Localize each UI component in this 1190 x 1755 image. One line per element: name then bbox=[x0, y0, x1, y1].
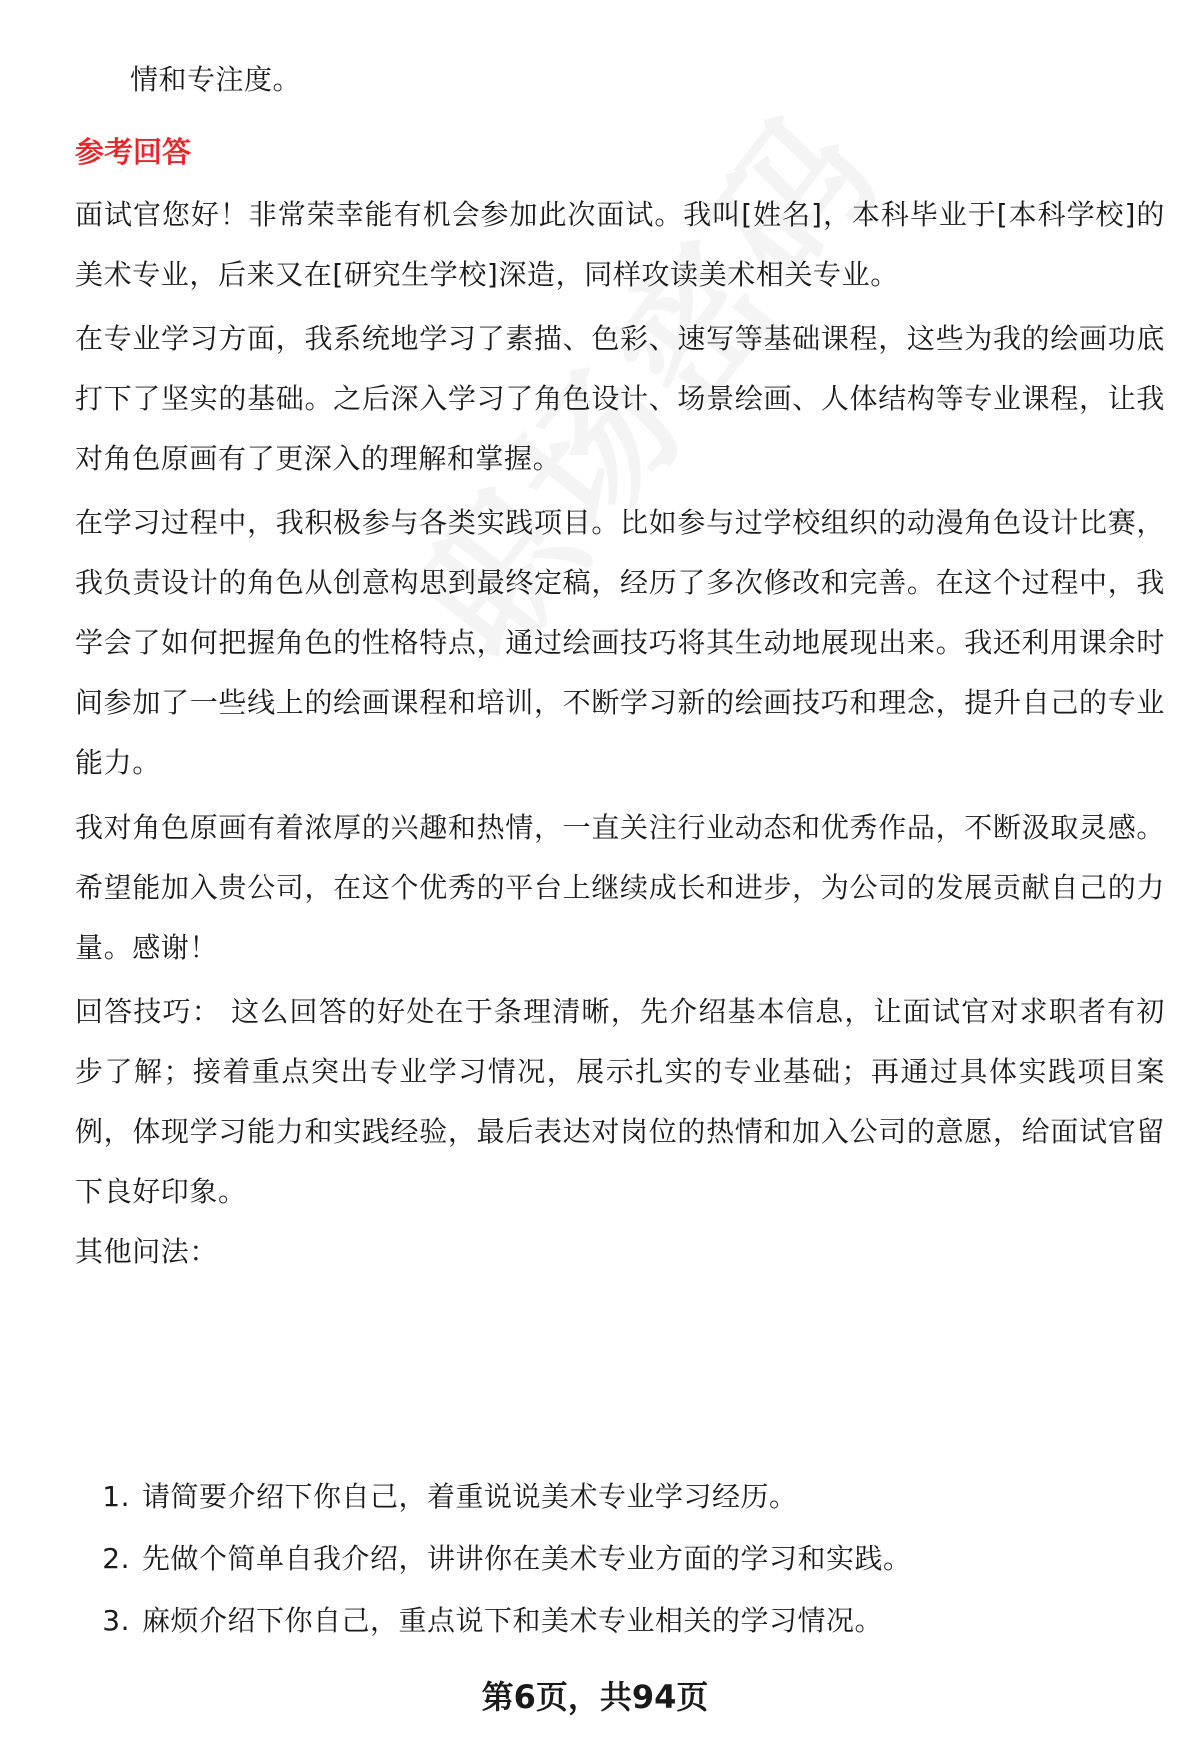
answer-heading: 参考回答 bbox=[75, 135, 192, 169]
paragraph-tips: 回答技巧： 这么回答的好处在于条理清晰，先介绍基本信息，让面试官对求职者有初步了解；接着重点突出专业学习情况，展示扎实的专业基础；再通过具体实践项目案例，体现学习能力和实践经验，最后表达对岗位的热情和加入公司的意愿，给面试官留下良好印象。 bbox=[75, 995, 1165, 1208]
list-text: 麻烦介绍下你自己，重点说下和美术专业相关的学习情况。 bbox=[142, 1604, 884, 1637]
list-item bbox=[75, 1528, 1165, 1590]
list-number: 2. bbox=[102, 1542, 130, 1575]
list-text: 先做个简单自我介绍，讲讲你在美术专业方面的学习和实践。 bbox=[142, 1542, 912, 1575]
other-questions-label: 其他问法： bbox=[75, 1235, 219, 1268]
other-questions-list bbox=[75, 1466, 1165, 1652]
paragraph-passion: 我对角色原画有着浓厚的兴趣和热情，一直关注行业动态和优秀作品，不断汲取灵感。希望能加入贵公司，在这个优秀的平台上继续成长和进步，为公司的发展贡献自己的力量。感谢！ bbox=[75, 811, 1165, 964]
continuation-line: 情和专注度。 bbox=[130, 63, 302, 96]
list-item bbox=[75, 1590, 1165, 1652]
list-item bbox=[75, 1466, 1165, 1528]
list-number: 1. bbox=[102, 1480, 130, 1513]
paragraph-intro: 面试官您好！非常荣幸能有机会参加此次面试。我叫[姓名]，本科毕业于[本科学校]的美术专业，后来又在[研究生学校]深造，同样攻读美术相关专业。 bbox=[75, 198, 1165, 291]
page-footer: 第6页，共94页 bbox=[481, 1678, 709, 1716]
paragraph-practice: 在学习过程中，我积极参与各类实践项目。比如参与过学校组织的动漫角色设计比赛，我负责设计的角色从创意构思到最终定稿，经历了多次修改和完善。在这个过程中，我学会了如何把握角色的性格特点，通过绘画技巧将其生动地展现出来。我还利用课余时间参加了一些线上的绘画课程和培训，不断学习新的绘画技巧和理念，提升自己的专业能力。 bbox=[75, 506, 1165, 779]
list-text: 请简要介绍下你自己，着重说说美术专业学习经历。 bbox=[142, 1480, 798, 1513]
paragraph-study: 在专业学习方面，我系统地学习了素描、色彩、速写等基础课程，这些为我的绘画功底打下了坚实的基础。之后深入学习了角色设计、场景绘画、人体结构等专业课程，让我对角色原画有了更深入的理解和掌握。 bbox=[75, 322, 1165, 475]
list-number: 3. bbox=[102, 1604, 130, 1637]
